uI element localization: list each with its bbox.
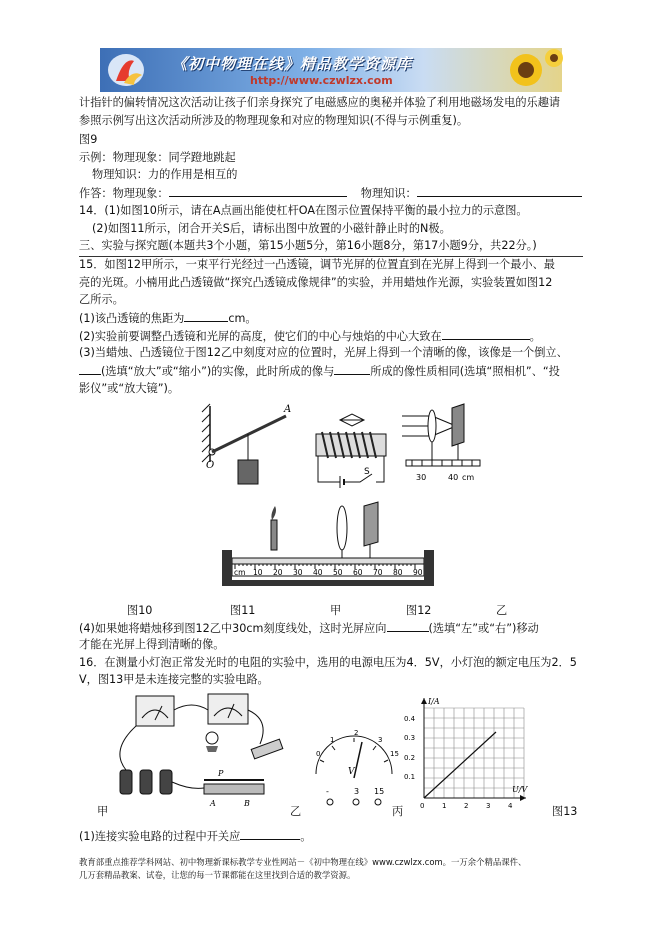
figure-caption: 图11 — [230, 604, 256, 617]
section-heading: 三、实验与探究题(本题共3个小题，第15小题5分，第16小题8分，第17小题9分，共22分。) — [79, 239, 537, 252]
footer-line: 几万套精品教案、试卷，让您的每一节课都能在这里找到合适的教学资源。 — [79, 870, 356, 880]
bench-tick-label: 10 — [253, 568, 263, 577]
label-s: S — [364, 467, 370, 477]
bench-tick-label: 70 — [373, 568, 383, 577]
footer-line: 教育部重点推荐学科网站、初中物理新课标教学专业性网站－《初中物理在线》www.czwlzx.com。一万余个精品课件、 — [79, 857, 527, 867]
answer-line — [79, 185, 582, 201]
iu-graph-figure — [404, 694, 536, 810]
logo-icon — [104, 51, 164, 89]
circuit-figure — [100, 690, 300, 810]
text-line: 物理知识：力的作用是相互的 — [92, 168, 238, 181]
question-text: (选填“左”或“右”)移动 — [428, 622, 539, 635]
answer-label-phenomenon: 作答：物理现象： — [79, 187, 169, 200]
voltmeter-figure — [310, 726, 398, 808]
banner-title: 《初中物理在线》精品教学资源库 — [172, 55, 413, 73]
graph-ytick: 0.2 — [404, 754, 416, 762]
meter-scale-label: 15 — [390, 750, 399, 758]
bench-tick-label: cm — [234, 568, 246, 577]
bench-tick-label: 90 — [413, 568, 423, 577]
text-line: 才能在光屏上得到清晰的像。 — [79, 638, 225, 651]
header-banner — [100, 48, 562, 92]
figure-caption: 图9 — [79, 133, 98, 146]
solenoid-figure — [310, 412, 392, 490]
text-line: 14．(1)如图10所示，请在A点画出能使杠杆OA在图示位置保持平衡的最小拉力的示意图。 — [79, 204, 528, 217]
meter-terminal-label: 15 — [374, 787, 385, 796]
label-p: P — [218, 769, 224, 778]
question-text: (4)如果她将蜡烛移到图12乙中30cm刻度线处，这时光屏应向 — [79, 622, 387, 635]
label-a: A — [210, 799, 216, 808]
lever-figure — [196, 402, 296, 498]
label-o: O — [206, 460, 215, 471]
answer-blank[interactable] — [387, 620, 429, 632]
graph-ytick: 0.1 — [404, 773, 416, 781]
text-line: 乙所示。 — [79, 293, 124, 306]
question-text: (2)实验前要调整凸透镜和光屏的高度，使它们的中心与烛焰的中心大致在 — [79, 330, 442, 343]
sunflower-icon — [490, 48, 562, 92]
graph-ytick: 0.4 — [404, 715, 416, 723]
meter-scale-label: 2 — [354, 729, 359, 737]
meter-scale-label: 3 — [378, 736, 383, 744]
bench-tick-label: 30 — [293, 568, 303, 577]
answer-blank[interactable] — [184, 310, 228, 322]
text-line: 16．在测量小灯泡正常发光时的电阻的实验中，选用的电源电压为4．5V，小灯泡的额定电压为2．5 — [79, 656, 577, 669]
answer-label-knowledge: 物理知识： — [360, 187, 417, 200]
lens-focus-figure — [402, 402, 482, 488]
bench-tick-label: 20 — [273, 568, 283, 577]
answer-blank[interactable] — [334, 363, 370, 375]
meter-scale-label: 1 — [330, 736, 335, 744]
question-text: 所成的像性质相同(选填“照相机”、“投 — [370, 365, 560, 378]
meter-unit-v: V — [348, 767, 355, 777]
bench-tick-label: 80 — [393, 568, 403, 577]
question-line — [79, 328, 541, 344]
answer-blank[interactable] — [240, 828, 300, 840]
text-line: V，图13甲是未连接完整的实验电路。 — [79, 673, 269, 686]
answer-blank[interactable] — [79, 363, 101, 375]
text-line: 影仪”或“放大镜”)。 — [79, 382, 180, 395]
answer-blank[interactable] — [417, 185, 582, 197]
bench-tick-label: 60 — [353, 568, 363, 577]
text-line: (3)当蜡烛、凸透镜位于图12乙中刻度对应的位置时，光屏上得到一个清晰的像，该像是一个倒立、 — [79, 346, 568, 359]
graph-xtick: 3 — [486, 802, 491, 810]
meter-terminal-label: - — [326, 787, 329, 796]
question-text: cm。 — [228, 312, 257, 325]
text-line: 示例：物理现象：同学蹬地跳起 — [79, 151, 236, 164]
optical-bench-figure — [218, 502, 436, 596]
label-b: B — [244, 799, 250, 808]
graph-ylabel: I/A — [428, 697, 440, 706]
answer-blank[interactable] — [169, 185, 347, 197]
question-line — [79, 828, 312, 844]
graph-ytick: 0.3 — [404, 734, 416, 742]
text-line: (2)如图11所示，闭合开关S后，请标出图中放置的小磁针静止时的N极。 — [92, 222, 451, 235]
ruler-unit: cm — [462, 473, 475, 482]
graph-xtick: 1 — [442, 802, 447, 810]
banner-url[interactable]: http://www.czwlzx.com — [250, 74, 393, 87]
question-text: 。 — [529, 330, 541, 343]
text-line: 亮的光斑。小楠用此凸透镜做“探究凸透镜成像规律”的实验，并用蜡烛作光源，实验装置如图12 — [79, 276, 553, 289]
question-line — [79, 310, 257, 326]
answer-blank[interactable] — [442, 328, 530, 340]
text-line: 计指针的偏转情况这次活动让孩子们亲身探究了电磁感应的奥秘并体验了利用地磁场发电的乐趣请 — [79, 96, 561, 109]
figure-caption: 丙 — [392, 805, 404, 818]
bench-tick-label: 50 — [333, 568, 343, 577]
ruler-label: 40 — [448, 473, 459, 482]
question-text: (选填“放大”或“缩小”)的实像，此时所成的像与 — [101, 365, 335, 378]
graph-xtick: 0 — [420, 802, 425, 810]
question-text: 。 — [300, 830, 312, 843]
figure-caption: 图13 — [552, 805, 578, 818]
text-line: 15．如图12甲所示，一束平行光经过一凸透镜，调节光屏的位置直到在光屏上得到一个最小、最 — [79, 258, 555, 271]
ruler-label: 30 — [416, 473, 427, 482]
meter-terminal-label: 3 — [354, 787, 360, 796]
figure-caption: 图12 — [406, 604, 432, 617]
label-a: A — [284, 404, 292, 415]
graph-xtick: 2 — [464, 802, 469, 810]
question-line — [79, 363, 560, 379]
figure-caption: 甲 — [97, 805, 109, 818]
figure-caption: 图10 — [127, 604, 153, 617]
text-line: 参照示例写出这次活动所涉及的物理现象和对应的物理知识(不得与示例重复)。 — [79, 114, 469, 127]
graph-xlabel: U/V — [512, 785, 528, 794]
figure-caption: 乙 — [496, 604, 508, 617]
figure-caption: 甲 — [330, 604, 342, 617]
figure-caption: 乙 — [290, 805, 302, 818]
meter-scale-label: 0 — [316, 750, 321, 758]
question-line — [79, 620, 539, 636]
question-text: (1)该凸透镜的焦距为 — [79, 312, 185, 325]
graph-xtick: 4 — [508, 802, 513, 810]
bench-tick-label: 40 — [313, 568, 323, 577]
question-text: (1)连接实验电路的过程中开关应 — [79, 830, 241, 843]
